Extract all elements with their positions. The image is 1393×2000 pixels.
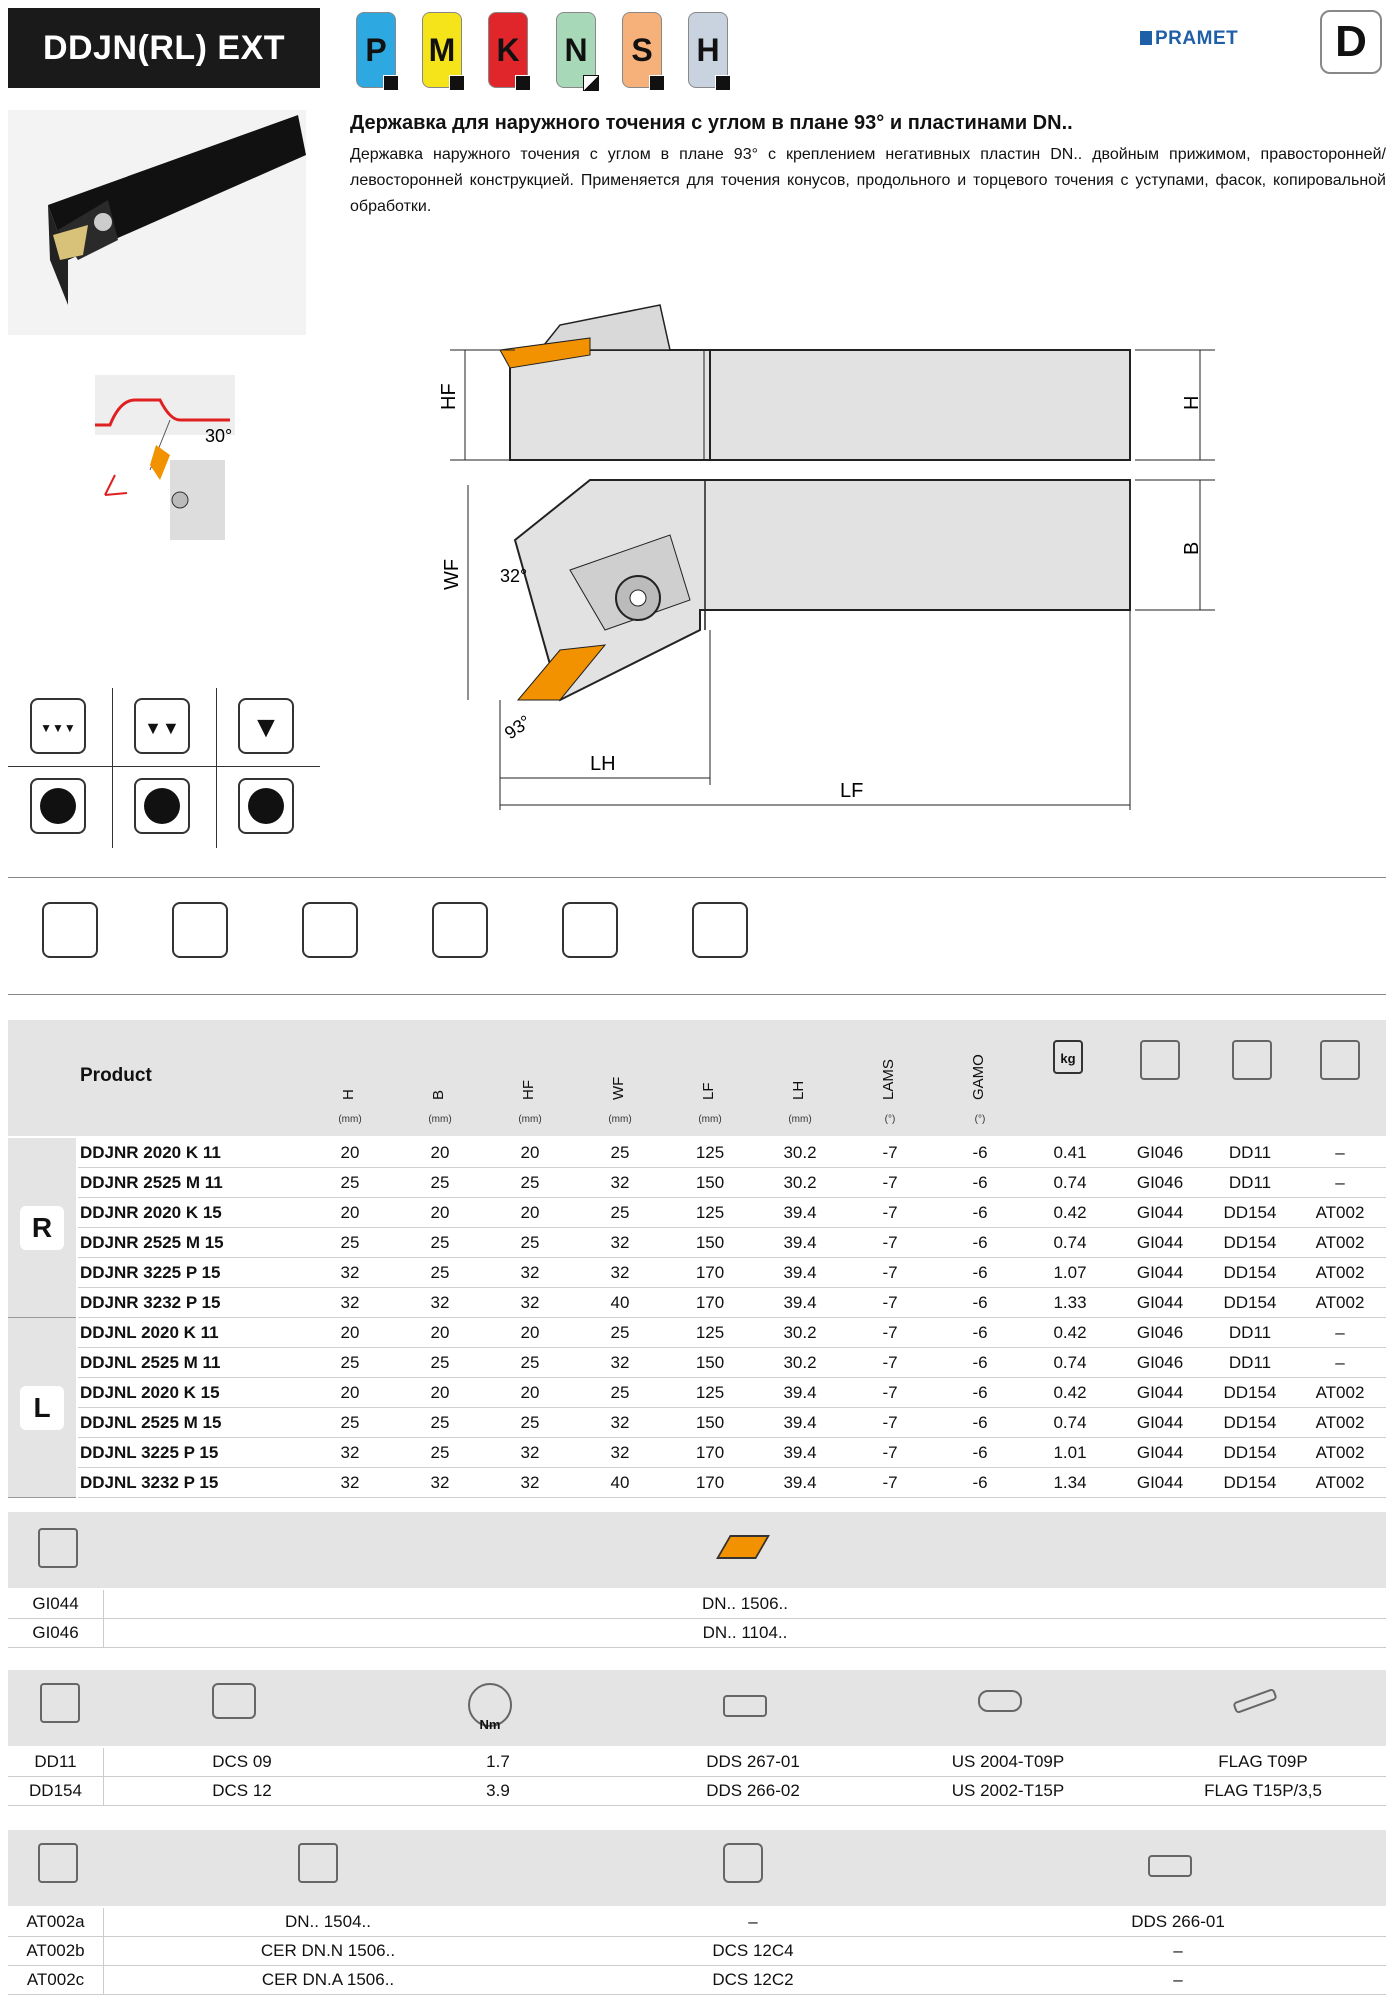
table-cell: 39.4 — [783, 1262, 817, 1282]
table-cell: DD154 — [1223, 1412, 1277, 1432]
table-cell: 32 — [340, 1472, 360, 1492]
side-label-l: L — [20, 1386, 64, 1430]
table-cell: 32 — [340, 1262, 360, 1282]
product-code: DDJNL 2020 K 11 — [80, 1322, 219, 1342]
table-cell: 20 — [340, 1142, 360, 1162]
col-unit: (mm) — [338, 1114, 362, 1125]
table-cell: 30.2 — [783, 1142, 817, 1162]
page-title: DDJN(RL) EXT — [8, 8, 320, 88]
col-header: B — [430, 1089, 447, 1100]
clamp-set-code: AT002c — [8, 1966, 104, 1994]
spare-cell: DCS 12 — [212, 1781, 272, 1800]
table-cell: -7 — [882, 1352, 898, 1372]
col-header: LH — [790, 1080, 807, 1100]
table-cell: AT002 — [1315, 1262, 1365, 1282]
insert-row — [8, 1590, 1386, 1619]
product-code: DDJNR 2525 M 15 — [80, 1232, 224, 1252]
table-cell: 25 — [340, 1172, 360, 1192]
table-cell: GI044 — [1136, 1202, 1184, 1222]
table-cell: 25 — [430, 1172, 450, 1192]
table-cell: DD11 — [1228, 1172, 1272, 1192]
table-cell: 150 — [695, 1232, 725, 1252]
tool-photo — [8, 110, 306, 335]
table-cell: 20 — [340, 1382, 360, 1402]
spare-set-code: DD11 — [8, 1748, 104, 1776]
table-cell: 0.42 — [1053, 1322, 1087, 1342]
table-cell: AT002 — [1315, 1412, 1365, 1432]
spare-cell: US 2002-T15P — [951, 1781, 1065, 1800]
table-cell: 39.4 — [783, 1442, 817, 1462]
table-cell: -6 — [972, 1472, 988, 1492]
table-cell: 32 — [520, 1262, 540, 1282]
clamp-cell: – — [1173, 1941, 1183, 1960]
table-cell: GI044 — [1136, 1442, 1184, 1462]
table-cell: DD154 — [1223, 1232, 1277, 1252]
table-cell: 170 — [695, 1292, 725, 1312]
table-cell: 25 — [340, 1412, 360, 1432]
clamp-part-icon — [723, 1843, 763, 1883]
operations-row — [40, 900, 780, 970]
chamfering-icon — [692, 902, 748, 958]
product-code: DDJNL 2525 M 11 — [80, 1352, 221, 1372]
table-cell: 20 — [520, 1382, 540, 1402]
table-cell: 25 — [520, 1172, 540, 1192]
material-square-icon — [449, 75, 465, 91]
table-cell: DD154 — [1223, 1472, 1277, 1492]
table-cell: 20 — [340, 1322, 360, 1342]
table-cell: -7 — [882, 1262, 898, 1282]
table-cell: AT002 — [1315, 1382, 1365, 1402]
dim-hf-label: HF — [438, 383, 460, 410]
spare-cell: 1.7 — [486, 1752, 510, 1771]
table-cell: 0.74 — [1053, 1412, 1087, 1432]
table-cell: AT002 — [1315, 1472, 1365, 1492]
material-badge-k: K — [488, 12, 528, 88]
table-cell: 150 — [695, 1412, 725, 1432]
product-header: Product — [80, 1065, 152, 1086]
clamp-cell: DDS 266-01 — [1131, 1912, 1225, 1931]
insert-icon — [1140, 1040, 1180, 1080]
angle-93-label: 93° — [500, 711, 535, 744]
col-header: LAMS — [880, 1059, 897, 1100]
table-cell: 32 — [610, 1232, 630, 1252]
table-cell: 20 — [430, 1142, 450, 1162]
table-cell: GI044 — [1136, 1292, 1184, 1312]
material-badge-p: P — [356, 12, 396, 88]
insert-row — [8, 1619, 1386, 1648]
table-row — [78, 1348, 1386, 1378]
col-unit: (mm) — [698, 1114, 722, 1125]
technical-drawing — [420, 300, 1320, 820]
shim-icon — [723, 1695, 767, 1717]
table-cell: -6 — [972, 1412, 988, 1432]
table-cell: 125 — [695, 1202, 725, 1222]
table-cell: GI046 — [1136, 1322, 1184, 1342]
table-cell: 125 — [695, 1322, 725, 1342]
table-cell: 39.4 — [783, 1382, 817, 1402]
table-cell: 32 — [520, 1292, 540, 1312]
table-cell: 32 — [520, 1472, 540, 1492]
table-cell: 25 — [610, 1382, 630, 1402]
clamp-screw-icon — [212, 1683, 256, 1719]
table-row — [78, 1288, 1386, 1318]
col-unit: (°) — [884, 1114, 896, 1125]
top-view — [441, 480, 1215, 810]
col-header: GAMO — [970, 1054, 987, 1100]
table-cell: 32 — [610, 1262, 630, 1282]
table-cell: 25 — [520, 1232, 540, 1252]
table-cell: 25 — [430, 1412, 450, 1432]
spare-cell: DCS 09 — [212, 1752, 272, 1771]
angle-32-label: 32° — [500, 566, 528, 586]
table-cell: 32 — [520, 1442, 540, 1462]
table-cell: 20 — [340, 1202, 360, 1222]
table-row — [78, 1408, 1386, 1438]
product-code: DDJNL 3225 P 15 — [80, 1442, 219, 1462]
clamp-cell: CER DN.A 1506.. — [261, 1970, 395, 1989]
clamp-cell: CER DN.N 1506.. — [260, 1941, 396, 1960]
col-unit: (mm) — [788, 1114, 812, 1125]
angle-30-label: 30° — [205, 426, 233, 446]
table-cell: AT002 — [1315, 1232, 1365, 1252]
table-cell: 150 — [695, 1352, 725, 1372]
dim-lh-label: LH — [590, 753, 616, 775]
table-cell: DD154 — [1223, 1442, 1277, 1462]
weight-icon: kg — [1053, 1040, 1083, 1074]
table-cell: GI046 — [1136, 1172, 1184, 1192]
table-cell: 32 — [610, 1412, 630, 1432]
insert-value: DN.. 1506.. — [702, 1594, 788, 1613]
col-header: HF — [520, 1080, 537, 1100]
table-cell: 39.4 — [783, 1292, 817, 1312]
spare-cell: FLAG T15P/3,5 — [1204, 1781, 1322, 1800]
stability-low-icon — [30, 778, 86, 834]
dim-lf-label: LF — [840, 780, 864, 802]
dim-wf-label: WF — [441, 558, 463, 590]
table-cell: – — [1335, 1172, 1345, 1192]
material-square-icon — [715, 75, 731, 91]
table-cell: -6 — [972, 1382, 988, 1402]
table-cell: 20 — [430, 1322, 450, 1342]
table-cell: DD154 — [1223, 1262, 1277, 1282]
taper-turning-icon — [42, 902, 98, 958]
description-heading: Державка для наружного точения с углом в плане 93° и пластинами DN.. — [350, 112, 1073, 134]
table-cell: -7 — [882, 1202, 898, 1222]
table-cell: AT002 — [1315, 1292, 1365, 1312]
product-code: DDJNR 2525 M 11 — [80, 1172, 223, 1192]
spare-cell: FLAG T09P — [1218, 1752, 1308, 1771]
copying-icon — [302, 902, 358, 958]
side-view — [438, 305, 1215, 460]
insert-value: DN.. 1104.. — [702, 1623, 788, 1642]
roughing-icon: ▼ — [238, 698, 294, 754]
table-cell: 1.33 — [1053, 1292, 1087, 1312]
table-cell: -7 — [882, 1322, 898, 1342]
dim-b-label: B — [1181, 541, 1203, 555]
product-code: DDJNR 2020 K 15 — [80, 1202, 222, 1222]
col-unit: (mm) — [608, 1114, 632, 1125]
table-cell: 40 — [610, 1292, 630, 1312]
col-unit: (mm) — [518, 1114, 542, 1125]
col-header: WF — [610, 1076, 627, 1100]
brand-logo — [1140, 28, 1238, 50]
table-cell: GI044 — [1136, 1382, 1184, 1402]
col-header: LF — [700, 1082, 717, 1100]
spare-row — [8, 1777, 1386, 1806]
table-cell: 30.2 — [783, 1322, 817, 1342]
product-code: DDJNL 2020 K 15 — [80, 1382, 220, 1402]
table-cell: DD11 — [1228, 1322, 1272, 1342]
table-cell: 0.74 — [1053, 1352, 1087, 1372]
brand-mark-icon — [1140, 31, 1152, 45]
material-badge-h: H — [688, 12, 728, 88]
table-cell: – — [1335, 1142, 1345, 1162]
table-cell: GI044 — [1136, 1412, 1184, 1432]
table-cell: 1.01 — [1053, 1442, 1087, 1462]
table-cell: 25 — [430, 1232, 450, 1252]
material-badge-m: M — [422, 12, 462, 88]
table-cell: 32 — [610, 1442, 630, 1462]
product-code: DDJNL 3232 P 15 — [80, 1472, 219, 1492]
insert-type-grid — [8, 688, 320, 848]
table-cell: -6 — [972, 1322, 988, 1342]
compatible-insert-icon — [298, 1843, 338, 1883]
clamp-cell: DN.. 1504.. — [285, 1912, 371, 1931]
col-unit: (mm) — [428, 1114, 452, 1125]
facing-icon — [562, 902, 618, 958]
stability-high-icon — [238, 778, 294, 834]
table-cell: 32 — [610, 1352, 630, 1372]
table-cell: 170 — [695, 1472, 725, 1492]
spare-cell: US 2004-T09P — [951, 1752, 1065, 1771]
table-cell: AT002 — [1315, 1442, 1365, 1462]
table-cell: 1.34 — [1053, 1472, 1087, 1492]
table-cell: -6 — [972, 1172, 988, 1192]
table-cell: 25 — [520, 1412, 540, 1432]
table-cell: -7 — [882, 1382, 898, 1402]
table-cell: -7 — [882, 1142, 898, 1162]
clamp-set-code: AT002a — [8, 1908, 104, 1936]
table-cell: 30.2 — [783, 1172, 817, 1192]
profiling-icon — [172, 902, 228, 958]
table-row — [78, 1198, 1386, 1228]
table-row — [78, 1138, 1386, 1168]
table-cell: 0.42 — [1053, 1382, 1087, 1402]
spare-cell: DDS 267-01 — [706, 1752, 800, 1771]
material-badge-s: S — [622, 12, 662, 88]
table-cell: – — [1335, 1322, 1345, 1342]
table-row — [78, 1378, 1386, 1408]
stability-medium-icon — [134, 778, 190, 834]
table-cell: 0.74 — [1053, 1172, 1087, 1192]
material-badge-n: N — [556, 12, 596, 88]
table-cell: -6 — [972, 1292, 988, 1312]
finishing-icon: ▼▼▼ — [30, 698, 86, 754]
clamp-row — [8, 1966, 1386, 1995]
table-cell: -6 — [972, 1202, 988, 1222]
spare-set-code: DD154 — [8, 1777, 104, 1805]
torque-icon: Nm — [468, 1683, 512, 1727]
table-cell: 32 — [430, 1472, 450, 1492]
product-code: DDJNR 3225 P 15 — [80, 1262, 221, 1282]
col-unit: (°) — [974, 1114, 986, 1125]
table-cell: 150 — [695, 1172, 725, 1192]
shim-plate-icon — [1148, 1855, 1192, 1877]
table-cell: 20 — [520, 1322, 540, 1342]
inserts-header — [8, 1512, 1386, 1588]
table-cell: 39.4 — [783, 1412, 817, 1432]
table-cell: -7 — [882, 1442, 898, 1462]
table-cell: 20 — [520, 1202, 540, 1222]
spare-cell: DDS 266-02 — [706, 1781, 800, 1800]
table-cell: -7 — [882, 1472, 898, 1492]
table-cell: -7 — [882, 1172, 898, 1192]
product-code: DDJNR 3232 P 15 — [80, 1292, 221, 1312]
table-cell: -6 — [972, 1262, 988, 1282]
table-cell: 1.07 — [1053, 1262, 1087, 1282]
table-cell: 170 — [695, 1262, 725, 1282]
product-code: DDJNR 2020 K 11 — [80, 1142, 221, 1162]
table-cell: 25 — [610, 1322, 630, 1342]
table-cell: GI044 — [1136, 1262, 1184, 1282]
material-square-icon — [515, 75, 531, 91]
clamp-set-code: AT002b — [8, 1937, 104, 1965]
description-text: Державка наружного точения с углом в плане 93° с креплением негативных пластин DN.. двойным прижимом, правосторонней/левосторонней конструкцией. Применяется для точения конусов, продольного и торцевого точения с уступами, фасок, копировальной обработки. — [350, 146, 1386, 215]
table-cell: 0.42 — [1053, 1202, 1087, 1222]
table-row — [78, 1258, 1386, 1288]
clamp-row — [8, 1937, 1386, 1966]
table-row — [78, 1438, 1386, 1468]
table-cell: -6 — [972, 1232, 988, 1252]
table-cell: -6 — [972, 1142, 988, 1162]
table-row — [78, 1228, 1386, 1258]
table-cell: DD154 — [1223, 1202, 1277, 1222]
approach-angle-sketch — [90, 370, 240, 550]
table-cell: 30.2 — [783, 1352, 817, 1372]
table-cell: -7 — [882, 1412, 898, 1432]
clamp-cell: DCS 12C4 — [712, 1941, 794, 1960]
material-square-icon — [383, 75, 399, 91]
table-cell: 20 — [520, 1142, 540, 1162]
table-cell: 32 — [340, 1292, 360, 1312]
table-cell: 39.4 — [783, 1232, 817, 1252]
table-cell: – — [1335, 1352, 1345, 1372]
table-cell: GI046 — [1136, 1142, 1184, 1162]
table-cell: 40 — [610, 1472, 630, 1492]
clamp-cell: DCS 12C2 — [712, 1970, 794, 1989]
side-label-r: R — [20, 1206, 64, 1250]
table-cell: 25 — [430, 1262, 450, 1282]
table-cell: GI044 — [1136, 1472, 1184, 1492]
insert-code-icon — [38, 1528, 78, 1568]
shim-screw-icon — [978, 1690, 1022, 1712]
table-cell: -7 — [882, 1232, 898, 1252]
table-cell: DD154 — [1223, 1382, 1277, 1402]
insert-code: GI044 — [8, 1590, 104, 1618]
medium-cut-icon: ▼▼ — [134, 698, 190, 754]
table-cell: DD11 — [1228, 1142, 1272, 1162]
clamp-cell: – — [748, 1912, 758, 1931]
table-cell: 125 — [695, 1142, 725, 1162]
table-cell: -6 — [972, 1352, 988, 1372]
table-cell: 0.41 — [1053, 1142, 1087, 1162]
table-cell: -7 — [882, 1292, 898, 1312]
clamp-icon — [1320, 1040, 1360, 1080]
table-cell: 20 — [430, 1382, 450, 1402]
longitudinal-turning-icon — [432, 902, 488, 958]
table-cell: 25 — [430, 1352, 450, 1372]
dim-h-label: H — [1181, 395, 1203, 410]
col-header: H — [340, 1089, 357, 1100]
table-cell: 25 — [610, 1142, 630, 1162]
table-cell: 25 — [610, 1202, 630, 1222]
spares-key-icon — [40, 1683, 80, 1723]
table-cell: 32 — [430, 1292, 450, 1312]
spare-row — [8, 1748, 1386, 1777]
table-cell: 25 — [430, 1442, 450, 1462]
brand-name: PRAMET — [1155, 28, 1239, 49]
clamp-set-icon — [38, 1843, 78, 1883]
table-row — [78, 1468, 1386, 1498]
material-square-icon — [583, 75, 599, 91]
spare-parts-icon — [1232, 1040, 1272, 1080]
table-cell: DD154 — [1223, 1292, 1277, 1312]
table-cell: 39.4 — [783, 1472, 817, 1492]
table-cell: 32 — [610, 1172, 630, 1192]
table-cell: DD11 — [1228, 1352, 1272, 1372]
table-cell: 0.74 — [1053, 1232, 1087, 1252]
table-cell: 25 — [340, 1232, 360, 1252]
clamp-cell: – — [1173, 1970, 1183, 1989]
table-cell: 32 — [340, 1442, 360, 1462]
table-cell: 20 — [430, 1202, 450, 1222]
table-cell: GI044 — [1136, 1232, 1184, 1252]
spare-cell: 3.9 — [486, 1781, 510, 1800]
table-cell: 170 — [695, 1442, 725, 1462]
table-cell: GI046 — [1136, 1352, 1184, 1372]
material-square-icon — [649, 75, 665, 91]
insert-code: GI046 — [8, 1619, 104, 1647]
table-cell: AT002 — [1315, 1202, 1365, 1222]
table-cell: 39.4 — [783, 1202, 817, 1222]
table-cell: 25 — [340, 1352, 360, 1372]
table-row — [78, 1168, 1386, 1198]
clamp-row — [8, 1908, 1386, 1937]
table-row — [78, 1318, 1386, 1348]
table-cell: 25 — [520, 1352, 540, 1372]
product-code: DDJNL 2525 M 15 — [80, 1412, 222, 1432]
table-cell: -6 — [972, 1442, 988, 1462]
section-letter: D — [1320, 10, 1382, 74]
table-cell: 125 — [695, 1382, 725, 1402]
